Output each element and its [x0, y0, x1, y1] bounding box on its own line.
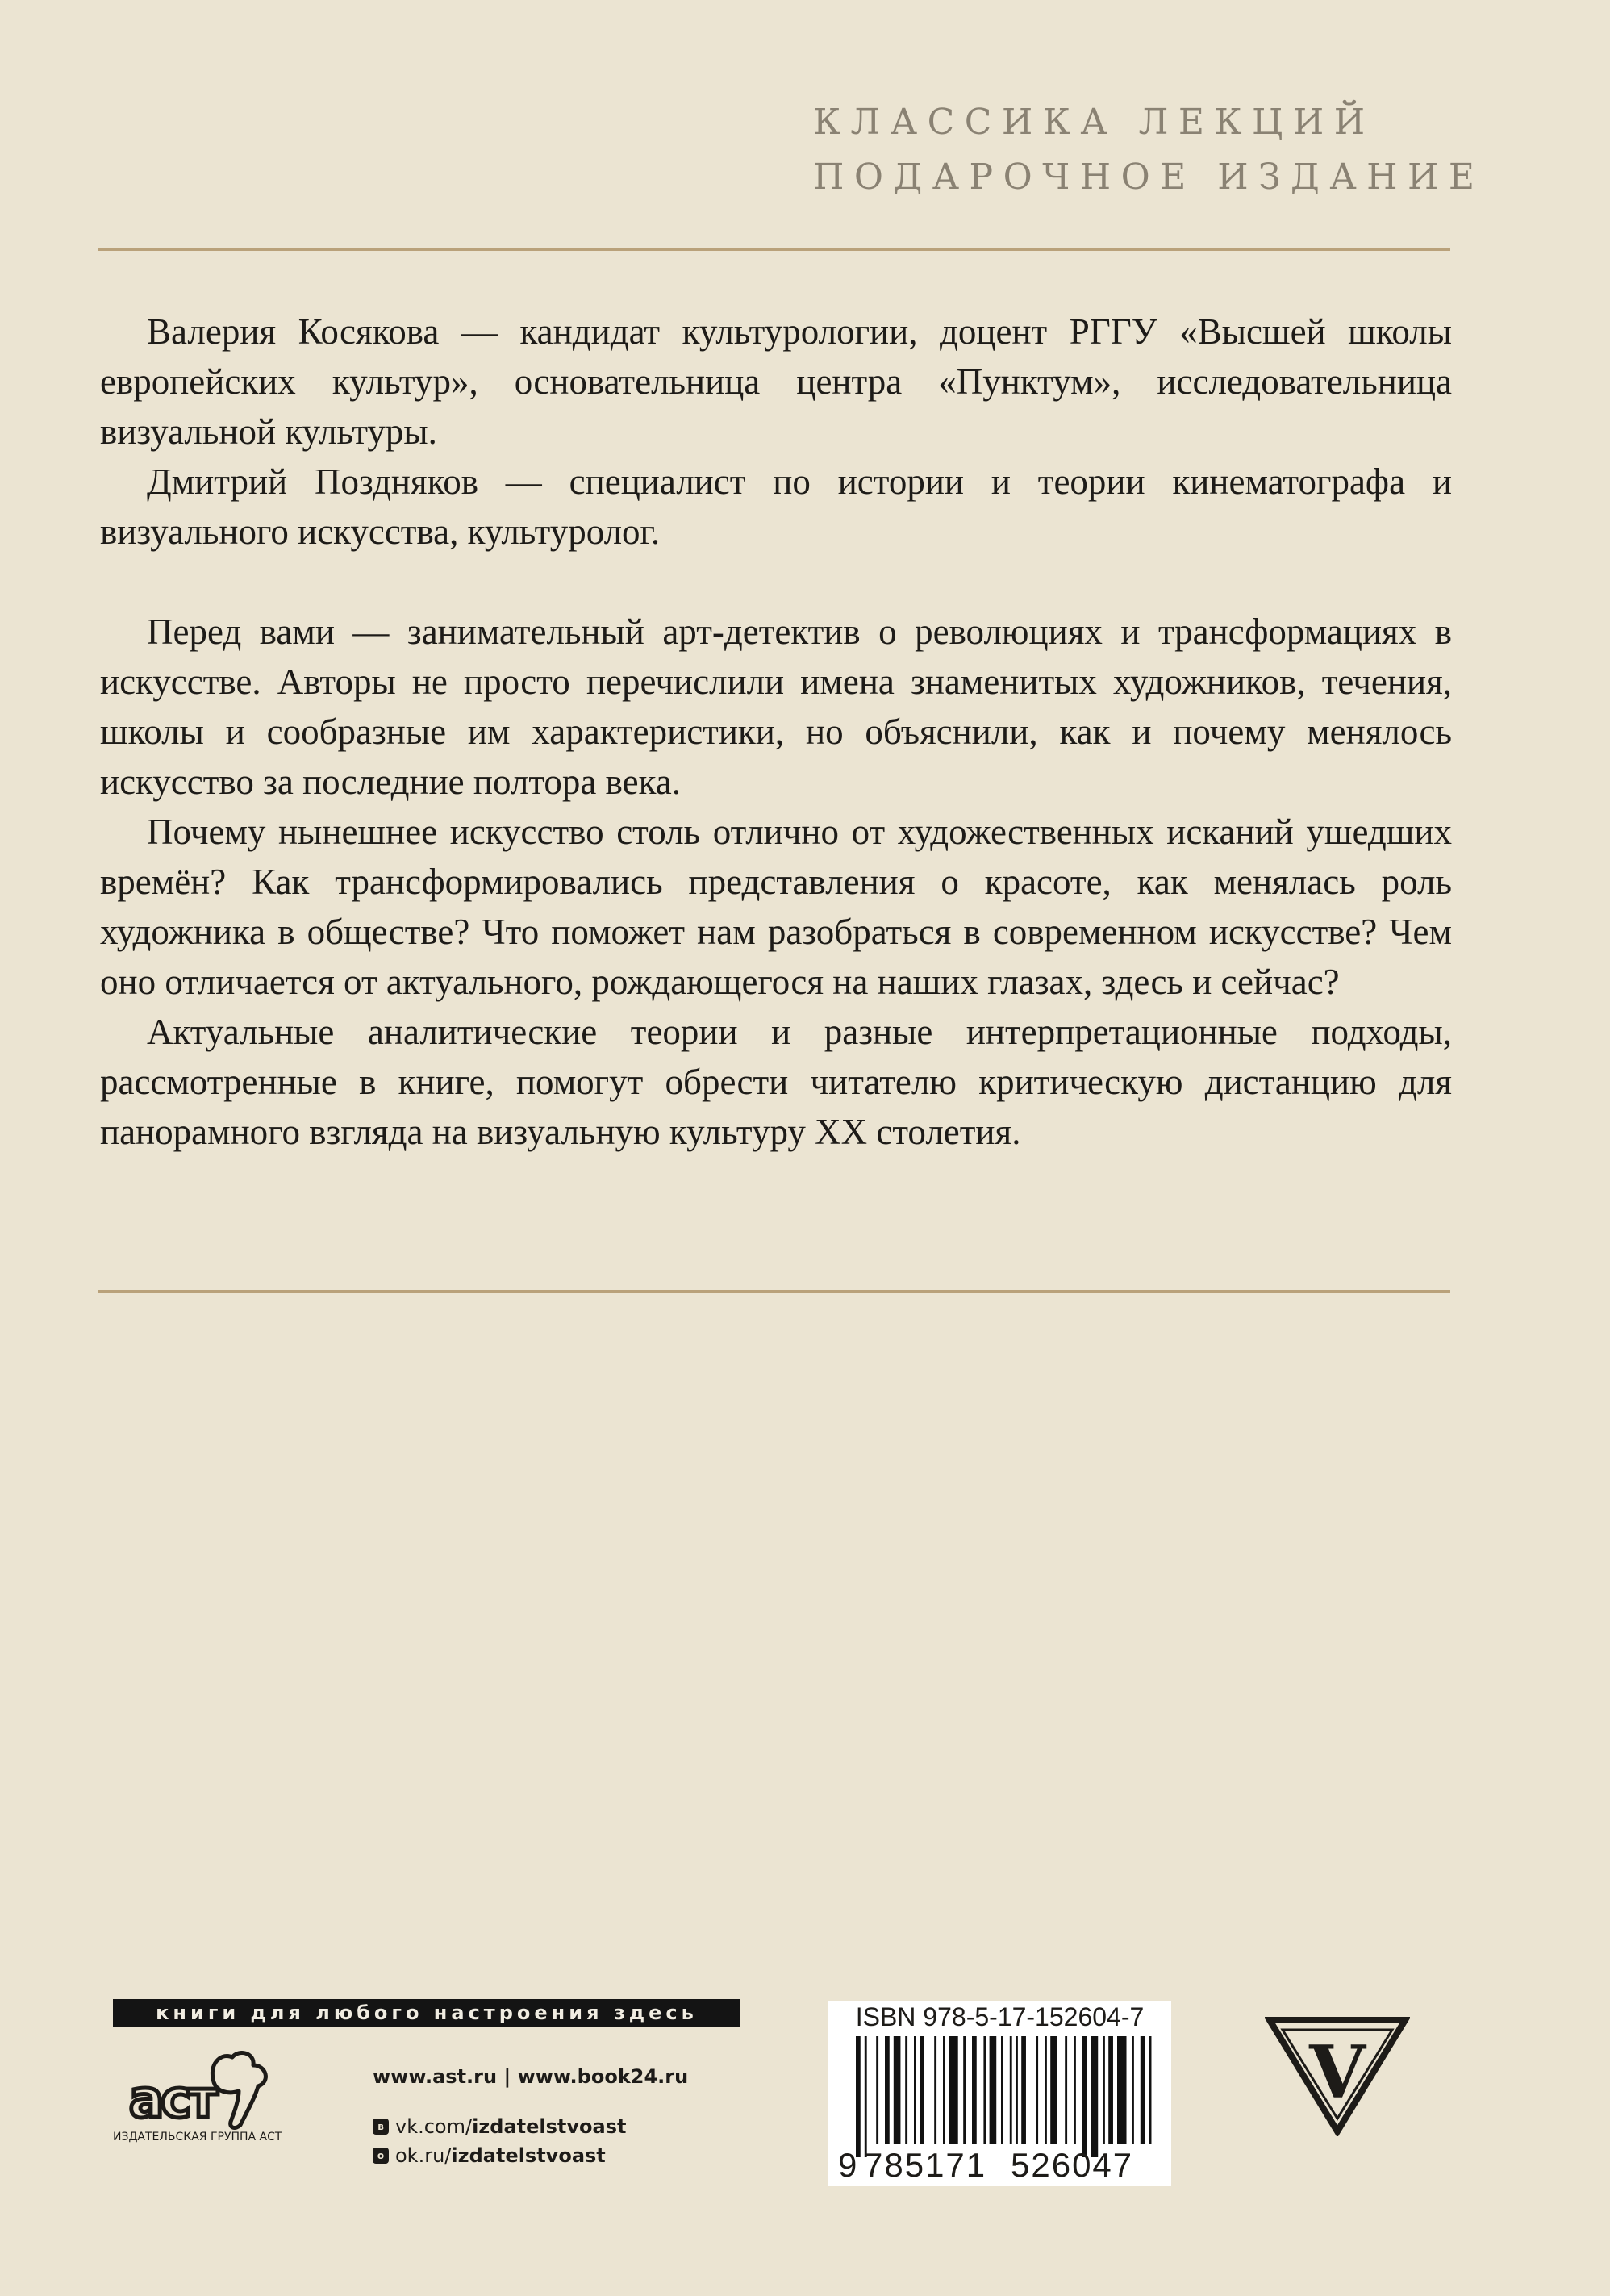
ok-icon: o [373, 2148, 389, 2164]
barcode-bar [894, 2036, 901, 2144]
vk-link[interactable]: в vk.com/ izdatelstvoast [373, 2112, 688, 2141]
vk-icon: в [373, 2119, 389, 2135]
ok-link[interactable]: o ok.ru/ izdatelstvoast [373, 2141, 688, 2170]
author-bio-1: Валерия Косякова — кандидат культурологии, доцент РГГУ «Высшей школы европейских культур», основательница центра «Пунктум», исследовательница визуальной культуры. [100, 311, 1452, 452]
barcode-bar [1103, 2036, 1105, 2144]
barcode-bar [1050, 2036, 1057, 2144]
imprint-v-logo [1265, 2015, 1410, 2136]
series-title [813, 95, 1485, 205]
barcode-bar [914, 2036, 916, 2144]
barcode-bar [1117, 2036, 1127, 2144]
barcode-bar [963, 2036, 966, 2144]
barcode-bar [934, 2036, 936, 2144]
barcode-bar [943, 2036, 945, 2144]
series-line-2: ПОДАРОЧНОЕ ИЗДАНИЕ [813, 157, 1485, 198]
barcode-bar [1065, 2036, 1067, 2144]
barcode-bar [1141, 2036, 1145, 2144]
isbn-barcode [828, 2001, 1171, 2186]
barcode-bar [1108, 2036, 1113, 2144]
barcode-bar [1021, 2036, 1026, 2144]
barcode-bar [972, 2036, 977, 2144]
ean-first-digit: 9 [838, 2146, 857, 2184]
series-line-1: КЛАССИКА ЛЕКЦИЙ [813, 102, 1375, 143]
ean-right-group: 526047 [1011, 2146, 1134, 2184]
barcode-bar [1149, 2036, 1152, 2144]
barcode-bar [949, 2036, 958, 2144]
barcode-bar [1091, 2036, 1099, 2157]
barcode-bar [876, 2036, 878, 2144]
bottom-divider [98, 1290, 1450, 1293]
barcode-bar [1082, 2036, 1087, 2157]
barcode-bar [1045, 2036, 1047, 2144]
barcode-bar [920, 2036, 924, 2144]
barcode-bar [983, 2036, 986, 2144]
imprint-letter: V [1309, 2030, 1366, 2115]
barcode-bar [905, 2036, 907, 2144]
barcode-bar [1074, 2036, 1076, 2144]
isbn-number: ISBN 978-5-17-152604-7 [855, 2002, 1145, 2031]
author-bio-2: Дмитрий Поздняков — специалист по истории и теории кинематографа и визуального искусства, культуролог. [100, 461, 1452, 552]
barcode-bar [865, 2036, 867, 2157]
barcode-bar [1016, 2036, 1018, 2144]
barcode-bar [1010, 2036, 1012, 2144]
barcode-bar [1132, 2036, 1134, 2144]
publisher-slogan: книги для любого настроения здесь [113, 1999, 740, 2027]
ast-logo-text: аст [129, 2070, 215, 2130]
top-divider [98, 248, 1450, 251]
description-paragraph-2: Почему нынешнее искусство столь отлично от художественных исканий ушедших времён? Как трансформировались представления о красоте, как менялась роль художника в обществе? Что поможет нам разобраться в современном искусстве? Чем оно отличается от актуального, рождающегося на наших глазах, здесь и сейчас? [100, 812, 1452, 1002]
description-paragraph-1: Перед вами — занимательный арт-детектив о революциях и трансформациях в искусстве. Авторы не просто перечислили имена знаменитых художников, течения, школы и сообразные им характеристики, но объяснили, как и почему менялось искусство за последние полтора века. [100, 612, 1452, 802]
barcode-bar [856, 2036, 861, 2157]
barcode-bar [885, 2036, 890, 2144]
website-links[interactable]: www.ast.ru | www.book24.ru [373, 2065, 689, 2088]
barcode-bar [990, 2036, 997, 2144]
publisher-caption: ИЗДАТЕЛЬСКАЯ ГРУППА АСТ [113, 2131, 282, 2144]
description-paragraph-3: Актуальные аналитические теории и разные интерпретационные подходы, рассмотренные в книге, помогут обрести читателю критическую дистанцию для панорамного взгляда на визуальную культуру XX столетия. [100, 1012, 1452, 1152]
publisher-links [373, 2062, 688, 2170]
barcode-bar [1001, 2036, 1003, 2144]
barcode-bar [1036, 2036, 1038, 2144]
ast-logo [118, 2046, 311, 2135]
ean-left-group: 785171 [864, 2146, 987, 2184]
annotation-text [100, 307, 1452, 1157]
